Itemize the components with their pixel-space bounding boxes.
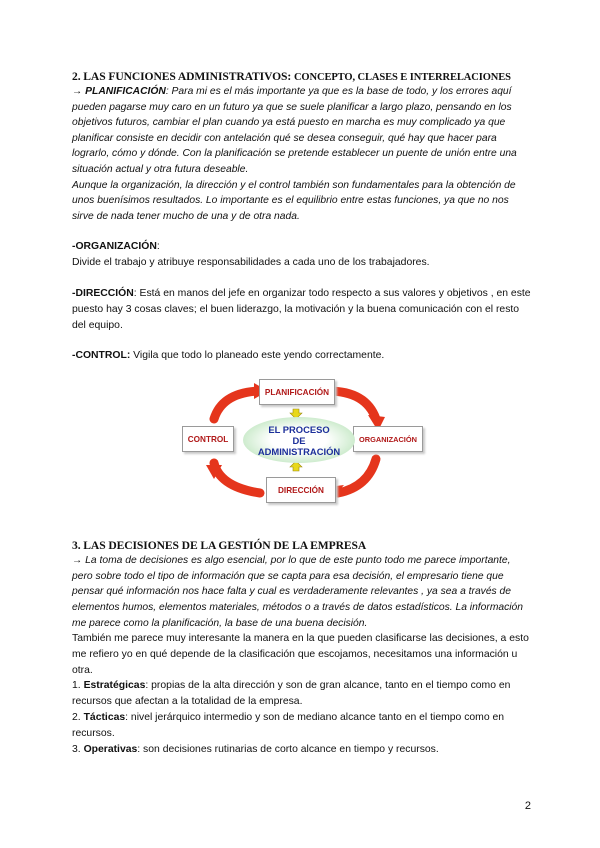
box-organizacion: ORGANIZACIÓN <box>353 426 423 452</box>
organizacion-paragraph: -ORGANIZACIÓN: Divide el trabajo y atribuye responsabilidades a cada uno de los trabajadores. <box>72 241 430 269</box>
page-number: 2 <box>524 800 531 812</box>
decision-item-estrategicas: 1. Estratégicas: propias de la alta dirección y son de gran alcance, tanto en el tiempo como en recursos que afectan a la totalidad de la empresa. <box>72 680 511 708</box>
decision-item-tacticas: 2. Tácticas: nivel jerárquico intermedio y son de mediano alcance tanto en el tiempo como en recursos. <box>72 712 505 739</box>
arrow-planif-to-org <box>328 391 376 419</box>
process-center-label: EL PROCESO DE ADMINISTRACIÓN <box>243 417 355 463</box>
planificacion-term: PLANIFICACIÓN <box>85 86 166 97</box>
planificacion-paragraph: → PLANIFICACIÓN: Para mi es el más importante ya que es la base de todo, y los errores aquí pueden pagarse muy caro en un futuro ya que se suele planificar a largo plazo, pensando en los objetivos futuros, cambiar el plan cuando ya está puesto en marcha es muy complicado ya que planificar consiste en decidir con antelación qué se desea conseguir, qué hay que hacer para lograrlo, cómo y dónde. Con la planificación se pretende establecer un puente de unión entre una situación actual y otra futura deseable. <box>72 86 517 175</box>
control-term: -CONTROL: <box>72 350 131 362</box>
planificacion-paragraph-2: Aunque la organización, la dirección y el control también son fundamentales para la obtención de unos buenísimos resultados. Lo importante es el equilibrio entre estas funciones, ya que no nos sirve de nada tener mucho de una y de otra nada. <box>72 179 516 222</box>
decision-item-operativas: 3. Operativas: son decisiones rutinarias de corto alcance en tiempo y recursos. <box>72 743 439 755</box>
section-3-heading: 3. LAS DECISIONES DE LA GESTIÓN DE LA EMPRESA <box>72 539 367 553</box>
box-direccion: DIRECCIÓN <box>266 477 336 503</box>
document-page <box>72 70 532 757</box>
decisiones-intro: → La toma de decisiones es algo esencial, por lo que de este punto todo me parece importante, pero sobre todo el tipo de información que se capta para esa decisión, el empresario tiene que pensar qué información nos hace falta y cual es verdaderamente relevantes , ya sea a través de elementos humos, elementos materiales, métodos o a través de datos estadísticos. La información me parece como la planificación, la base de una buena decisión. <box>72 555 524 629</box>
arrow-org-to-dir <box>338 459 376 493</box>
control-paragraph: -CONTROL: Vigila que todo lo planeado este yendo correctamente. <box>72 350 385 362</box>
section-2-heading: 2. LAS FUNCIONES ADMINISTRATIVOS: CONCEPTO, CLASES E INTERRELACIONES <box>72 70 511 83</box>
box-planificacion: PLANIFICACIÓN <box>259 379 335 405</box>
organizacion-term: -ORGANIZACIÓN <box>72 241 157 253</box>
box-control: CONTROL <box>182 426 234 452</box>
decisiones-paragraph: También me parece muy interesante la manera en la que pueden clasificarse las decisiones, a esto me refiero yo en qué depende de la clasificación que escojamos, necesitamos una información u otra. <box>72 633 529 676</box>
direccion-term: -DIRECCIÓN <box>72 287 134 299</box>
arrow-dir-to-control <box>214 463 260 493</box>
direccion-paragraph: -DIRECCIÓN: Está en manos del jefe en organizar todo respecto a sus valores y objetivos , en este puesto hay 3 cosas claves; el buen liderazgo, la motivación y la buena comunicación con el resto del equipo. <box>72 287 531 331</box>
administration-process-diagram <box>178 379 417 501</box>
arrow-control-to-planif <box>214 391 258 419</box>
